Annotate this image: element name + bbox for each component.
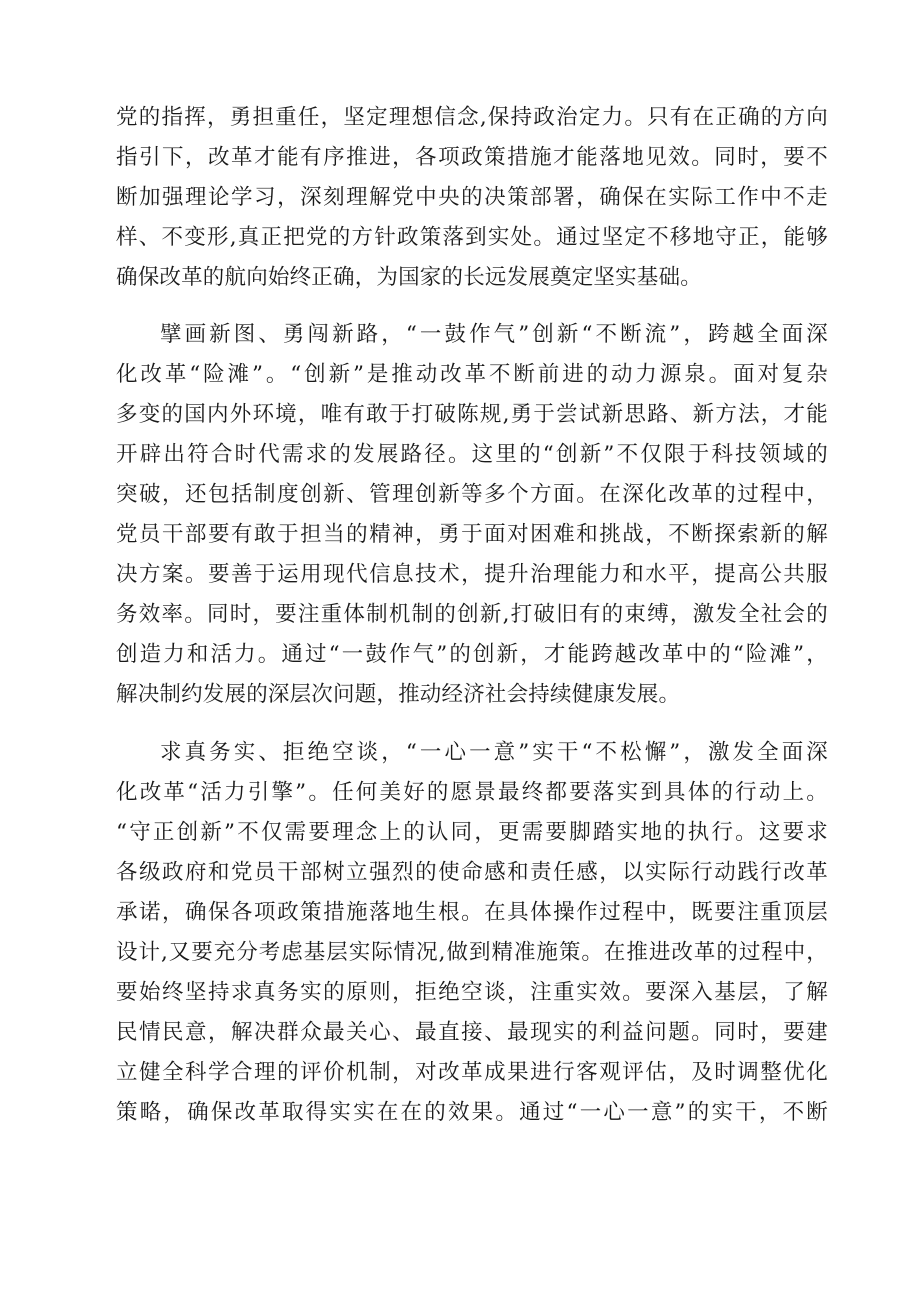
text-line: 设计,又要充分考虑基层实际情况,做到精准施策。在推进改革的过程中，	[116, 940, 828, 965]
text-line: 策略，确保改革取得实实在在的效果。通过“一心一意”的实干，不断	[116, 1100, 828, 1125]
text-line: 各级政府和党员干部树立强烈的使命感和责任感，以实际行动践行改革	[116, 860, 828, 885]
text-line: “守正创新”不仅需要理念上的认同，更需要脚踏实地的执行。这要求	[116, 820, 828, 845]
text-line: 突破，还包括制度创新、管理创新等多个方面。在深化改革的过程中，	[116, 482, 828, 507]
text-line: 解决制约发展的深层次问题，推动经济社会持续健康发展。	[116, 682, 681, 707]
text-line: 决方案。要善于运用现代信息技术，提升治理能力和水平，提高公共服	[116, 562, 828, 587]
text-line: 确保改革的航向始终正确，为国家的长远发展奠定坚实基础。	[116, 265, 702, 290]
text-line: 民情民意，解决群众最关心、最直接、最现实的利益问题。同时，要建	[116, 1020, 828, 1045]
paragraph-first-line: 求真务实、拒绝空谈，“一心一意”实干“不松懈”，激发全面深	[160, 740, 828, 765]
text-line: 务效率。同时，要注重体制机制的创新,打破旧有的束缚，激发全社会的	[116, 602, 828, 627]
text-line: 指引下，改革才能有序推进，各项政策措施才能落地见效。同时，要不	[116, 145, 828, 170]
text-line: 多变的国内外环境，唯有敢于打破陈规,勇于尝试新思路、新方法，才能	[116, 402, 828, 427]
text-line: 党的指挥，勇担重任，坚定理想信念,保持政治定力。只有在正确的方向	[116, 105, 828, 130]
text-line: 样、不变形,真正把党的方针政策落到实处。通过坚定不移地守正，能够	[116, 225, 828, 250]
text-line: 化改革“活力引擎”。任何美好的愿景最终都要落实到具体的行动上。	[116, 780, 828, 805]
text-line: 立健全科学合理的评价机制，对改革成果进行客观评估，及时调整优化	[116, 1060, 828, 1085]
text-line: 开辟出符合时代需求的发展路径。这里的“创新”不仅限于科技领域的	[116, 442, 828, 467]
text-line: 党员干部要有敢于担当的精神，勇于面对困难和挑战，不断探索新的解	[116, 522, 828, 547]
text-line: 化改革“险滩”。“创新”是推动改革不断前进的动力源泉。面对复杂	[116, 362, 828, 387]
text-line: 要始终坚持求真务实的原则，拒绝空谈，注重实效。要深入基层，了解	[116, 980, 828, 1005]
text-line: 承诺，确保各项政策措施落地生根。在具体操作过程中，既要注重顶层	[116, 900, 828, 925]
text-line: 断加强理论学习，深刻理解党中央的决策部署，确保在实际工作中不走	[116, 185, 828, 210]
paragraph-first-line: 擘画新图、勇闯新路，“一鼓作气”创新“不断流”，跨越全面深	[160, 322, 828, 347]
text-line: 创造力和活力。通过“一鼓作气”的创新，才能跨越改革中的“险滩”，	[116, 642, 828, 667]
